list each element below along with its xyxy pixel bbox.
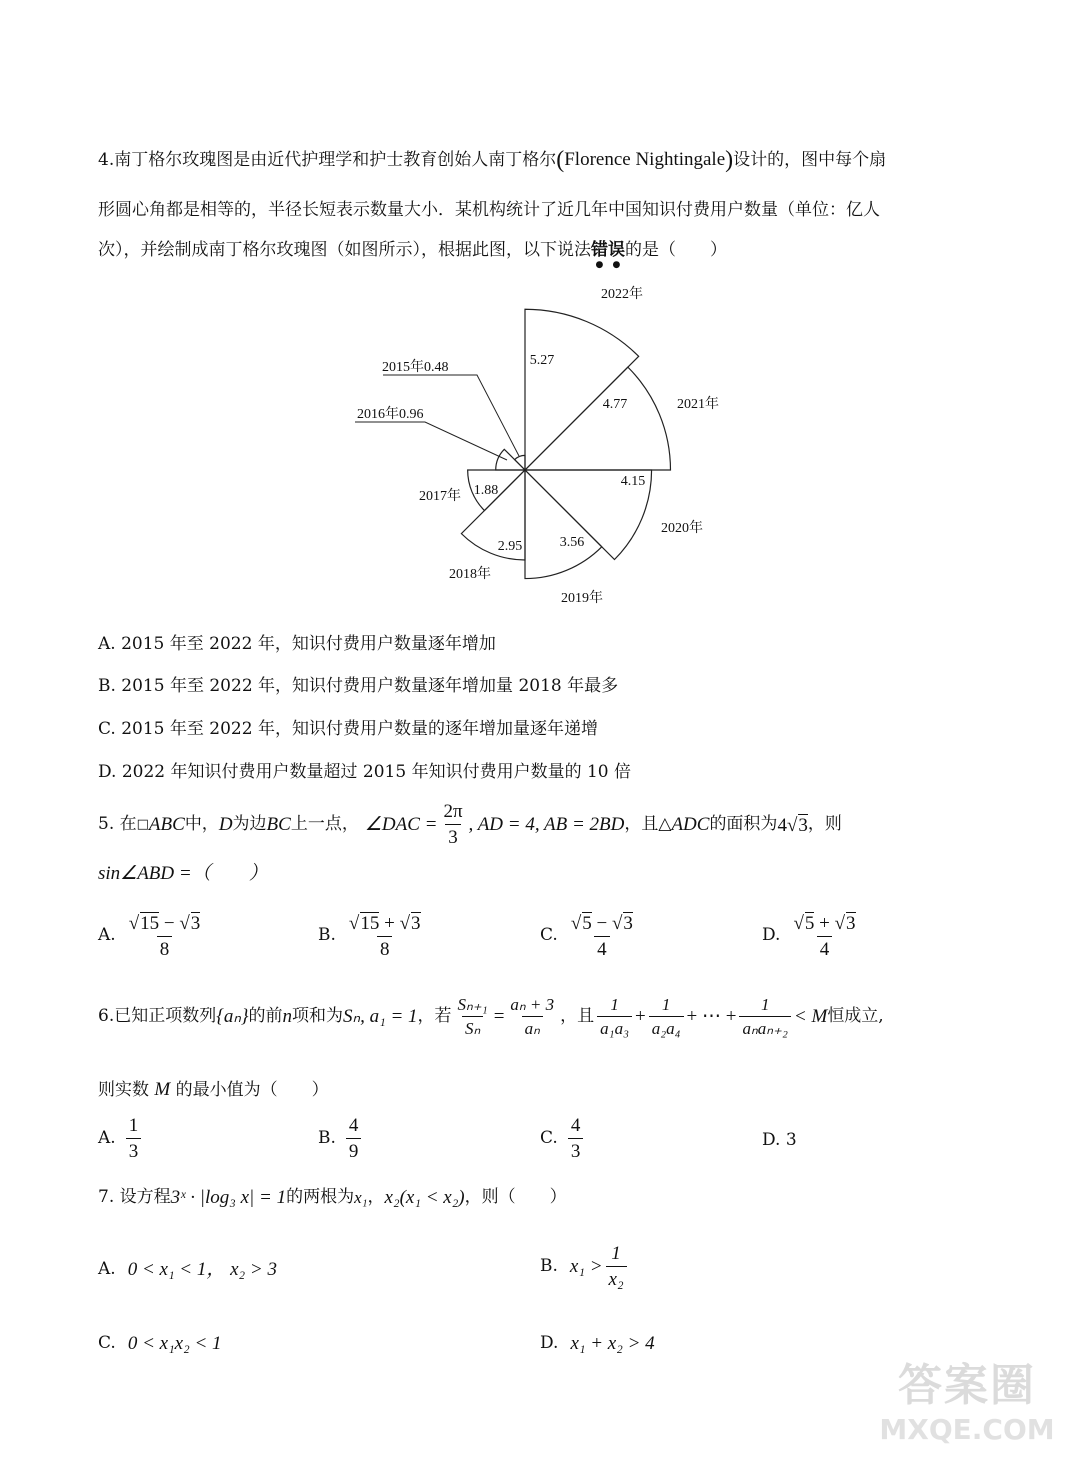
q4-name: Florence Nightingale	[564, 149, 726, 170]
q5-opt-rad-a: 15	[360, 913, 380, 934]
q6-term2	[649, 996, 684, 1037]
q5-opt-rad-b: 3	[411, 913, 421, 934]
q7-comma: ，	[367, 1187, 385, 1207]
rose-value-2018: 2.95	[497, 539, 523, 554]
q7-option-b	[540, 1244, 630, 1289]
rose-value-2022: 5.27	[529, 353, 555, 368]
q6-opt-den: 3	[126, 1138, 142, 1161]
q6-seq: {aₙ}	[216, 1006, 249, 1027]
q5-bc: BC	[266, 814, 291, 835]
q5-opt-op: +	[384, 913, 395, 934]
q6-lt: < M	[793, 1006, 828, 1027]
q5-opt-op: −	[596, 913, 608, 934]
q5-opt-rad-a: 5	[804, 913, 815, 934]
q6-term2-num: 1	[661, 995, 671, 1014]
q6-lead: 6.已知正项数列	[98, 1006, 217, 1026]
q6-eq: =	[493, 1006, 505, 1027]
q5-fraction	[440, 802, 465, 847]
q5-opt-label: C.	[540, 925, 558, 945]
q6-term1-den: a₁a₃	[597, 1016, 632, 1037]
q6-option-d	[762, 1132, 797, 1149]
rose-category-2021: 2021年	[677, 397, 719, 412]
q5-opt-num: √15 − √3	[128, 913, 201, 934]
q6-term3-den: aₙaₙ₊₂	[739, 1016, 790, 1037]
q4-line1	[98, 148, 886, 172]
rose-sector-2016	[496, 449, 525, 470]
q7-opt-b-label: B.	[540, 1256, 558, 1276]
q7-opt-c-text: 0 < x₁x₂ < 1	[127, 1333, 222, 1354]
q5-opt-label: D.	[762, 925, 781, 945]
rose-sector-2021	[525, 367, 670, 470]
q5-opt-rad-b: 3	[190, 913, 201, 934]
q5-opt-label: A.	[98, 925, 116, 945]
q4-option-d: D. 2022 年知识付费用户数量超过 2015 年知识付费用户数量的 10 倍	[98, 762, 632, 782]
q5-mid5: ，则	[807, 814, 842, 834]
q7-x2: x₂(x₁ < x₂)	[384, 1187, 465, 1208]
q5-opt-op: +	[819, 913, 830, 934]
q6-plus: +	[634, 1006, 646, 1027]
q6-term3-num: 1	[760, 995, 770, 1014]
q5-frac-den: 3	[445, 824, 461, 847]
q6-opt-text: D. 3	[762, 1130, 797, 1150]
rose-category-2020: 2020年	[661, 521, 703, 536]
q6-frac-a-num: aₙ + 3	[510, 995, 555, 1014]
q6-frac-a-den: aₙ	[522, 1016, 543, 1037]
q5-opt-den: 4	[594, 936, 610, 959]
q6-term3	[739, 996, 790, 1037]
rose-value-2021: 4.77	[602, 397, 628, 412]
q4-line1-end: 设计的，图中每个扇	[733, 150, 887, 170]
q7-option-a	[98, 1260, 277, 1279]
q7-opt-b-den: x₂	[606, 1266, 627, 1289]
q5-adc: ADC	[671, 814, 710, 835]
q4-option-a: A. 2015 年至 2022 年，知识付费用户数量逐年增加	[98, 634, 496, 654]
q6-option-b	[318, 1116, 364, 1161]
watermark-url: MXQE.COM	[879, 1413, 1055, 1446]
rose-value-2017: 1.88	[473, 483, 499, 498]
q5-opt-rad-b: 3	[623, 913, 633, 934]
q5-mid3: ，且△	[624, 814, 672, 834]
q5-opt-den: 4	[817, 936, 833, 959]
watermark-logo: 答案圈	[898, 1360, 1036, 1411]
q6-line1	[98, 996, 884, 1037]
rose-callout-2016	[355, 422, 507, 460]
q5-mid4: 的面积为	[709, 814, 778, 834]
q7-lead: 7. 设方程	[98, 1187, 171, 1207]
q6-t2: 项和为	[292, 1006, 344, 1026]
q4-line1-text: 4.南丁格尔玫瑰图是由近代护理学和护士教育创始人南丁格尔	[98, 150, 557, 170]
q7-opt-a-text: 0 < x₁ < 1， x₂ > 3	[127, 1259, 277, 1280]
rose-callout-label-2015: 2015年0.48	[382, 360, 449, 375]
q6-term2-den: a₂a₄	[649, 1016, 684, 1037]
q5-opt-op: −	[163, 913, 175, 934]
nightingale-rose-chart	[340, 282, 740, 612]
q6-opt-label: C.	[540, 1128, 558, 1148]
q4-line3	[98, 240, 727, 270]
q6-sn: Sₙ, a₁ = 1	[343, 1006, 418, 1027]
q6-opt-label: A.	[98, 1128, 116, 1148]
q5-zhong: 中，	[184, 814, 219, 834]
q7-option-c	[98, 1334, 222, 1353]
q6-term1	[597, 996, 632, 1037]
rose-sector-2022	[525, 309, 639, 470]
q7-x1: x₁	[354, 1188, 368, 1207]
rose-category-2017: 2017年	[419, 489, 461, 504]
q7-opt-c-label: C.	[98, 1333, 116, 1353]
q7-opt-a-label: A.	[98, 1259, 116, 1279]
q5-opt-fraction	[346, 912, 424, 959]
q5-option-a	[98, 912, 206, 959]
q7-opt-b-frac	[606, 1244, 627, 1289]
q5-angle: ∠DAC =	[364, 814, 438, 835]
q5-d: D	[218, 814, 233, 835]
q7-line1	[98, 1188, 567, 1207]
q7-t1: 的两根为	[286, 1187, 355, 1207]
rose-callout-label-2016: 2016年0.96	[357, 407, 424, 422]
q7-opt-b-num: 1	[611, 1243, 621, 1264]
rose-category-2018: 2018年	[449, 567, 491, 582]
q5-opt-num: √15 + √3	[348, 913, 421, 934]
q5-area-coef: 4	[777, 815, 787, 836]
q5-option-d	[762, 912, 862, 959]
q5-opt-rad-a: 5	[582, 913, 592, 934]
q5-opt-num: √5 − √3	[570, 913, 633, 934]
q7-t2: ，则（ ）	[464, 1187, 567, 1207]
q5-box: □	[136, 817, 149, 832]
q5-opt-fraction	[126, 912, 204, 959]
q6-opt-den: 9	[346, 1138, 362, 1161]
q4-line3-b: 的是（ ）	[625, 240, 727, 260]
q6-dots: + ⋯ +	[686, 1006, 737, 1027]
q5-opt-rad-b: 3	[846, 913, 856, 934]
q5-opt-label: B.	[318, 925, 336, 945]
q5-opt-den: 8	[157, 936, 173, 959]
q5-lead: 5. 在	[98, 814, 137, 834]
q6-opt-num: 1	[128, 1115, 139, 1136]
q6-opt-fraction	[126, 1116, 142, 1161]
q4-paren-open: (	[556, 147, 565, 173]
q5-opt-den: 8	[377, 936, 393, 959]
q6-option-c	[540, 1116, 586, 1161]
q7-option-d	[540, 1334, 655, 1353]
q6-t4: ，且	[560, 1006, 595, 1026]
q6-line2	[98, 1080, 329, 1099]
q6-n: n	[282, 1006, 293, 1027]
q6-line2-m: M	[154, 1079, 171, 1100]
q7-opt-b-lhs: x₁ >	[569, 1256, 603, 1277]
q4-option-c: C. 2015 年至 2022 年，知识付费用户数量的逐年增加量逐年递增	[98, 719, 598, 739]
q5-option-c	[540, 912, 639, 959]
q6-t3: ，若	[417, 1006, 452, 1026]
q5-line1	[98, 802, 842, 847]
q4-paren-close: )	[725, 147, 734, 173]
q5-mid1: 为边	[232, 814, 267, 834]
q6-frac-s	[455, 996, 491, 1037]
rose-category-2022: 2022年	[601, 287, 643, 302]
q6-t5: 恒成立,	[827, 1006, 884, 1026]
q7-opt-d-text: x₁ + x₂ > 4	[570, 1333, 655, 1354]
rose-value-2020: 4.15	[620, 474, 646, 489]
q4-line3-emph: 错误	[591, 240, 625, 260]
q5-area: 4√3	[777, 815, 808, 836]
q6-line2-b: 的最小值为（ ）	[175, 1080, 329, 1100]
q6-opt-num: 4	[570, 1115, 581, 1136]
rose-value-2019: 3.56	[559, 535, 585, 550]
q5-abc: ABC	[148, 814, 185, 835]
q5-opt-rad-a: 15	[140, 913, 160, 934]
q5-opt-fraction	[790, 912, 858, 959]
q6-opt-label: B.	[318, 1128, 336, 1148]
q6-term1-num: 1	[610, 995, 619, 1014]
q5-area-rad: 3	[798, 815, 808, 836]
q5-option-b	[318, 912, 427, 959]
q5-opt-fraction	[568, 912, 636, 959]
q5-cond: , AD = 4, AB = 2BD	[468, 814, 625, 835]
q6-line2-a: 则实数	[98, 1080, 149, 1100]
q6-option-a	[98, 1116, 144, 1161]
q6-t1: 的前	[248, 1006, 283, 1026]
q6-opt-fraction	[346, 1116, 362, 1161]
rose-labels	[357, 285, 719, 606]
q4-line3-a: 次），并绘制成南丁格尔玫瑰图（如图所示），根据此图，以下说法	[98, 240, 591, 260]
q5-mid2: 上一点，	[290, 814, 359, 834]
q6-opt-num: 4	[348, 1115, 359, 1136]
q5-frac-num: 2π	[443, 801, 463, 822]
q7-eqn: 3ˣ · |log₃ x| = 1	[170, 1187, 287, 1208]
site-watermark	[872, 1349, 1062, 1449]
q7-opt-d-label: D.	[540, 1333, 559, 1353]
q5-line2: sin∠ABD =（ ）	[98, 863, 268, 884]
q6-opt-fraction	[568, 1116, 584, 1161]
q4-option-b: B. 2015 年至 2022 年，知识付费用户数量逐年增加量 2018 年最多	[98, 676, 619, 696]
q6-frac-a	[507, 996, 557, 1037]
q6-frac-s-num: Sₙ₊₁	[457, 995, 488, 1014]
q5-opt-num: √5 + √3	[793, 913, 856, 934]
rose-category-2019: 2019年	[561, 591, 603, 606]
rose-sector-2019	[525, 470, 602, 579]
q6-opt-den: 3	[568, 1138, 584, 1161]
q4-line2: 形圆心角都是相等的，半径长短表示数量大小．某机构统计了近几年中国知识付费用户数量（单位：亿人	[98, 200, 880, 220]
q6-frac-s-den: Sₙ	[462, 1016, 483, 1037]
